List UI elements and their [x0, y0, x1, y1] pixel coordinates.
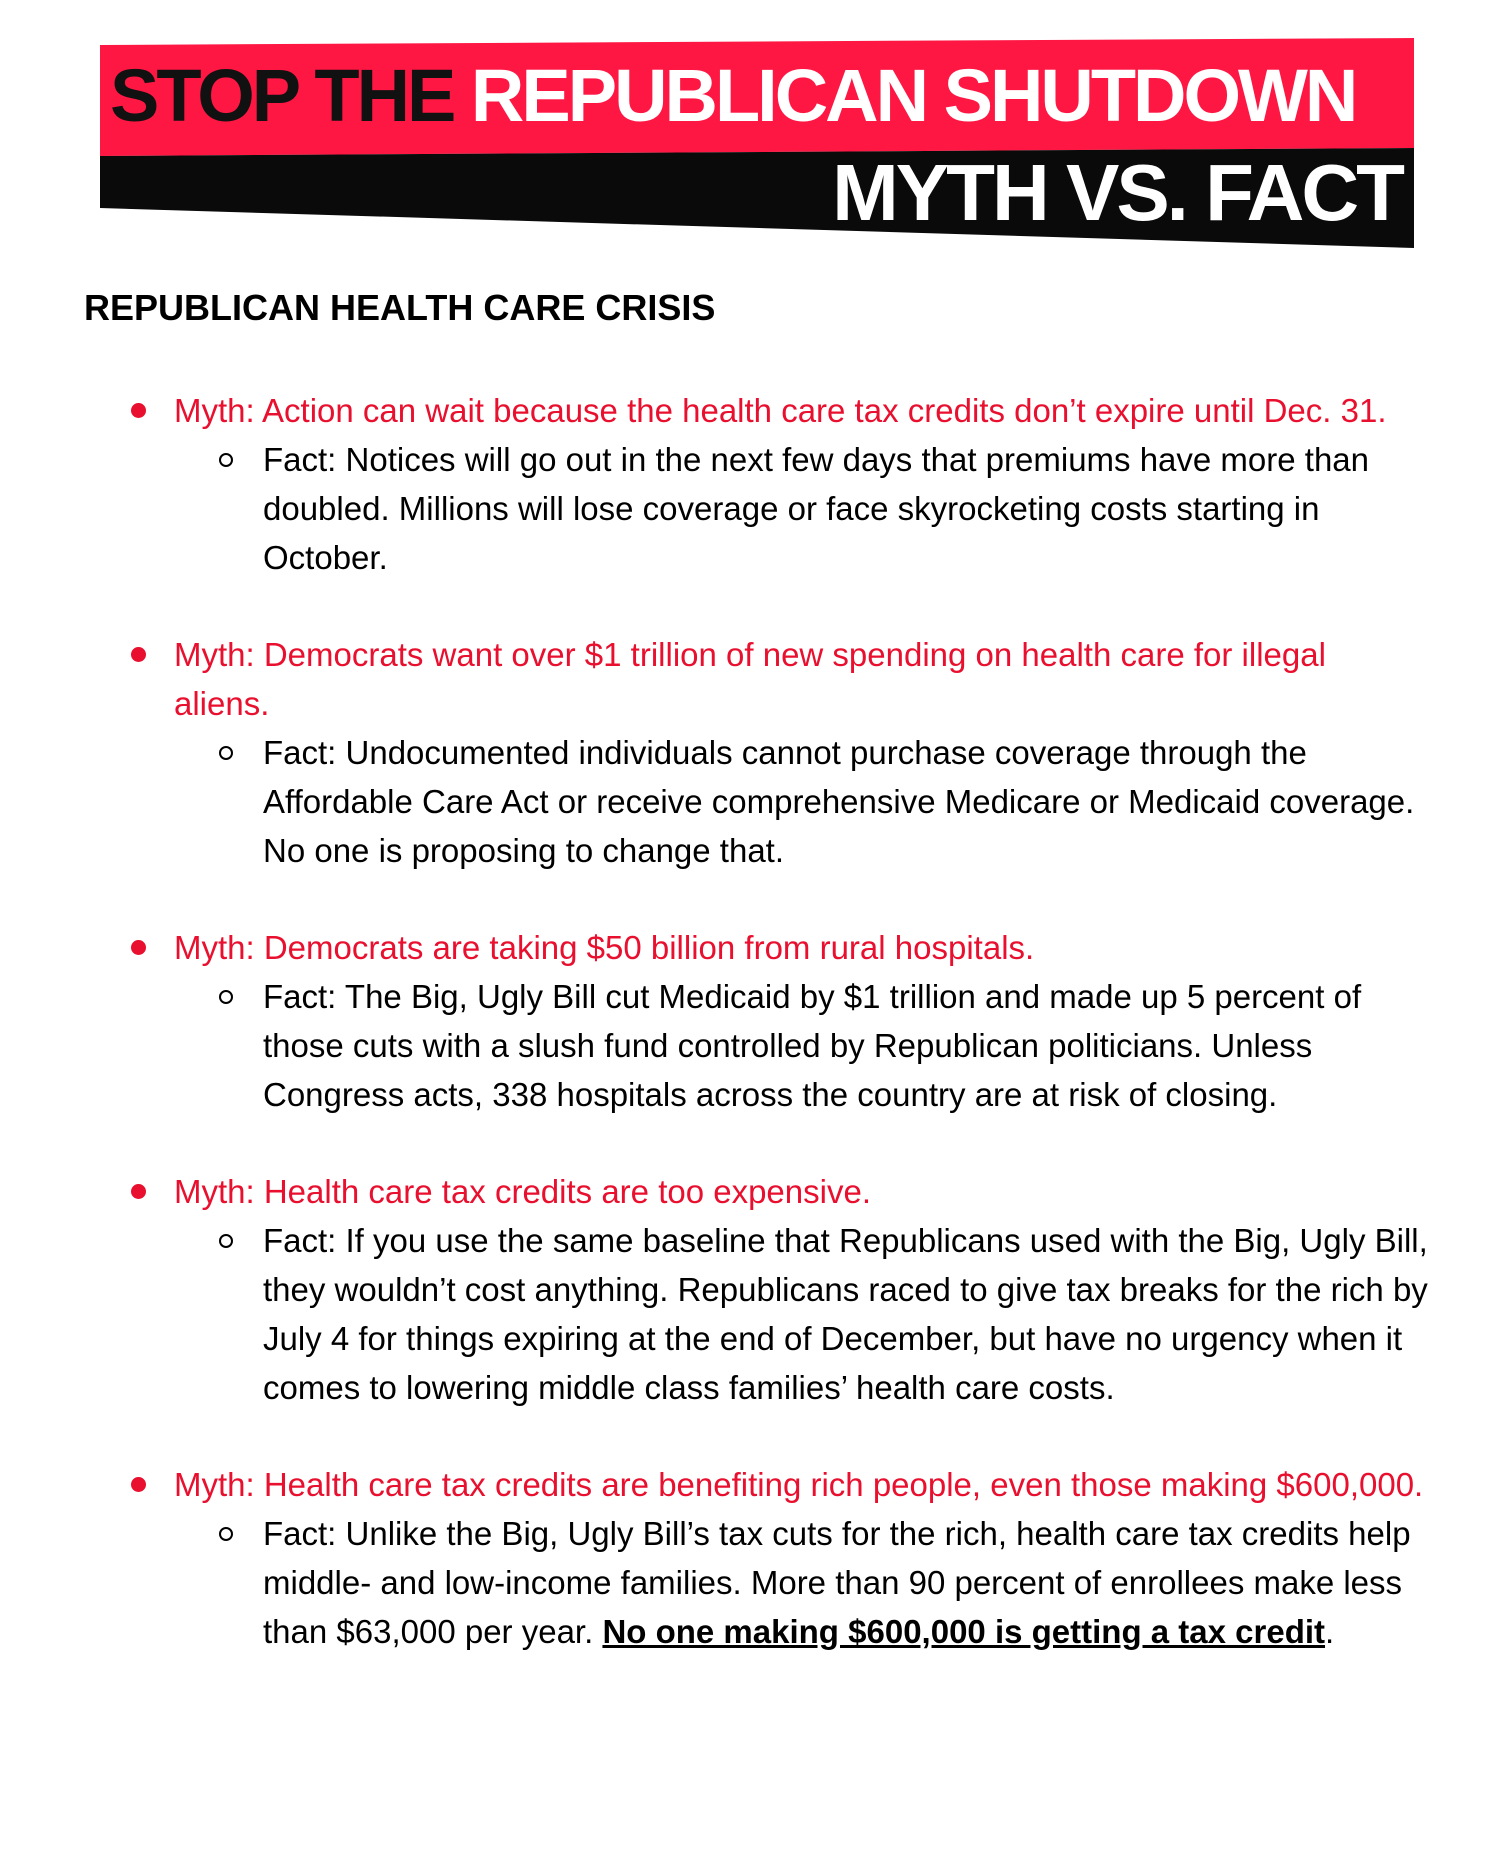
fact-text: Fact: Notices will go out in the next few days that premiums have more than doubled. Millions will lose coverage or face skyrocketing costs starting in October. [263, 441, 1370, 576]
banner-title-light: REPUBLICAN SHUTDOWN [470, 54, 1356, 137]
myth-text: Myth: Health care tax credits are too expensive. [174, 1173, 871, 1210]
myth-text: Myth: Democrats want over $1 trillion of new spending on health care for illegal aliens. [174, 636, 1326, 722]
myth-entry [0, 630, 1490, 728]
myth-text: Myth: Action can wait because the health care tax credits don’t expire until Dec. 31. [174, 392, 1387, 429]
myth-text: Myth: Democrats are taking $50 billion from rural hospitals. [174, 929, 1035, 966]
hollow-bullet-icon [219, 990, 233, 1004]
banner-title [110, 50, 1355, 142]
filled-bullet-icon [131, 1477, 146, 1492]
filled-bullet-icon [131, 403, 146, 418]
section-heading: REPUBLICAN HEALTH CARE CRISIS [84, 287, 716, 328]
fact-text: Fact: The Big, Ugly Bill cut Medicaid by $1 trillion and made up 5 percent of those cuts with a slush fund controlled by Republican politicians. Unless Congress acts, 338 hospitals across the country are at risk of closing. [263, 978, 1362, 1113]
myth-entry [0, 1167, 1490, 1216]
myth-fact-item [0, 630, 1490, 875]
myth-fact-item [0, 1167, 1490, 1412]
filled-bullet-icon [131, 1184, 146, 1199]
fact-end-punctuation: . [1325, 1613, 1335, 1650]
fact-entry [0, 435, 1490, 582]
myth-text: Myth: Health care tax credits are benefiting rich people, even those making $600,000. [174, 1466, 1424, 1503]
hollow-bullet-icon [219, 1234, 233, 1248]
fact-text: Fact: Undocumented individuals cannot purchase coverage through the Affordable Care Act or receive comprehensive Medicare or Medicaid coverage. No one is proposing to change that. [263, 734, 1415, 869]
fact-text: Fact: If you use the same baseline that Republicans used with the Big, Ugly Bill, they wouldn’t cost anything. Republicans raced to give tax breaks for the rich by July 4 for things expiring at the end of December, but have no urgency when it comes to lowering middle class families’ health care costs. [263, 1222, 1428, 1406]
myth-entry [0, 923, 1490, 972]
myth-entry [0, 1460, 1490, 1509]
fact-entry [0, 972, 1490, 1119]
myth-fact-item [0, 386, 1490, 582]
myth-fact-item [0, 1460, 1490, 1656]
filled-bullet-icon [131, 940, 146, 955]
hollow-bullet-icon [219, 1527, 233, 1541]
myth-fact-list [0, 386, 1490, 1704]
fact-text: Fact: Unlike the Big, Ugly Bill’s tax cuts for the rich, health care tax credits help middle- and low-income families. More than 90 percent of enrollees make less than $63,000 per year. [263, 1515, 1411, 1650]
filled-bullet-icon [131, 647, 146, 662]
fact-entry [0, 1216, 1490, 1412]
banner-title-dark: STOP THE [110, 54, 471, 137]
fact-entry [0, 728, 1490, 875]
header-banner [0, 0, 1490, 260]
myth-entry [0, 386, 1490, 435]
fact-entry [0, 1509, 1490, 1656]
banner-subtitle: MYTH VS. FACT [832, 148, 1402, 237]
fact-emphasis-text: No one making $600,000 is getting a tax credit [602, 1613, 1326, 1650]
myth-fact-item [0, 923, 1490, 1119]
hollow-bullet-icon [219, 746, 233, 760]
hollow-bullet-icon [219, 453, 233, 467]
